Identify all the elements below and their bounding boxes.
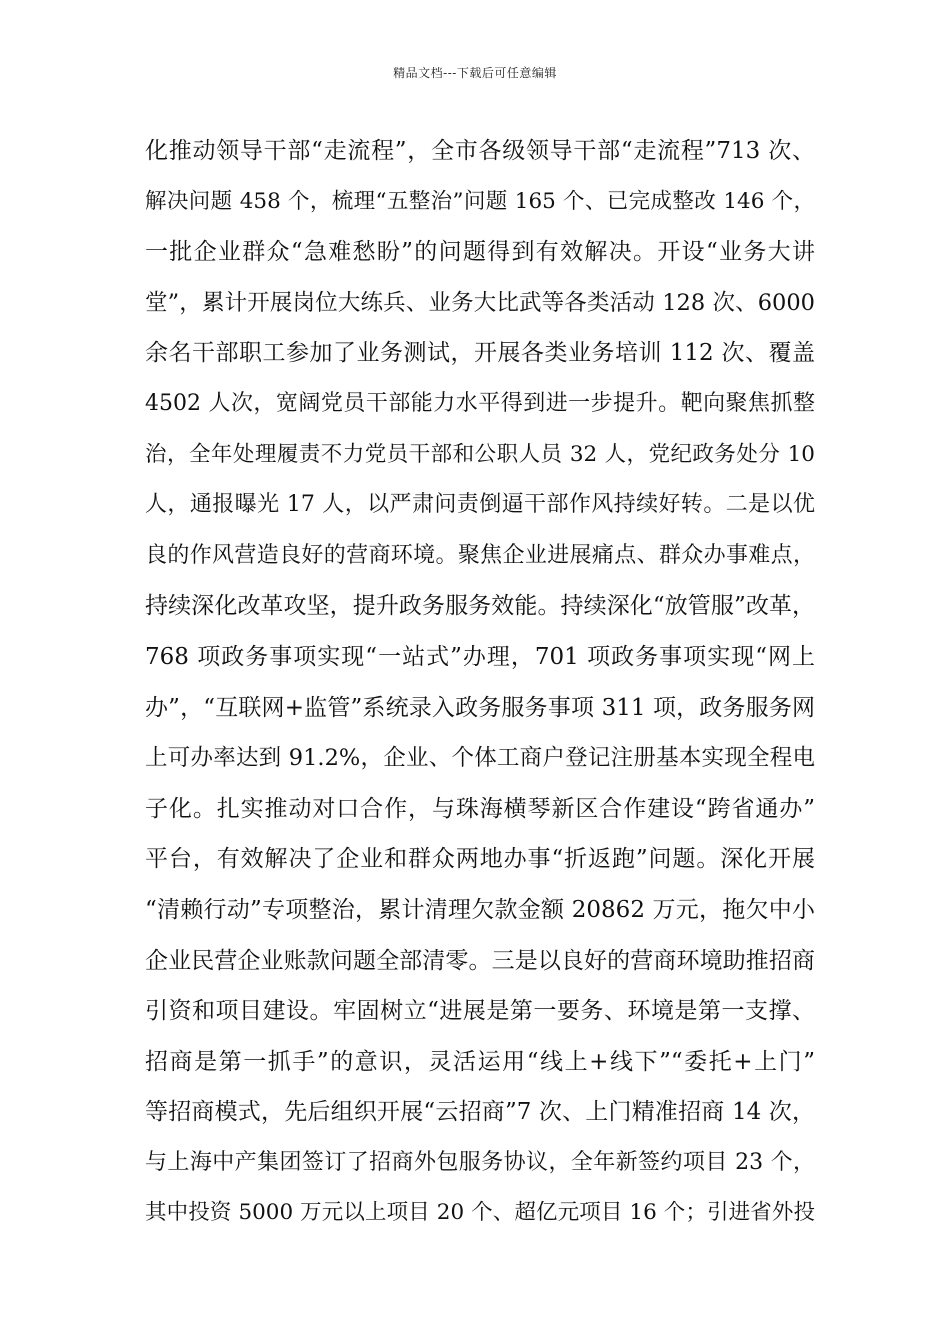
- text-line: 与上海中产集团签订了招商外包服务协议，全年新签约项目 23 个，: [145, 1149, 815, 1175]
- text-line: 治，全年处理履责不力党员干部和公职人员 32 人，党纪政务处分 10: [145, 441, 815, 467]
- text-line: 办”，“互联网+监管”系统录入政务服务事项 311 项，政务服务网: [145, 694, 815, 721]
- text-line: 引资和项目建设。牢固树立“进展是第一要务、环境是第一支撑、: [145, 998, 815, 1025]
- page-header: 精品文档---下载后可任意编辑: [393, 66, 557, 80]
- text-line: 堂”，累计开展岗位大练兵、业务大比武等各类活动 128 次、6000: [145, 289, 815, 316]
- text-line: 一批企业群众“急难愁盼”的问题得到有效解决。开设“业务大讲: [145, 239, 815, 266]
- text-line: 4502 人次，宽阔党员干部能力水平得到进一步提升。靶向聚焦抓整: [145, 390, 815, 416]
- text-line: 其中投资 5000 万元以上项目 20 个、超亿元项目 16 个；引进省外投: [145, 1200, 815, 1226]
- text-line: 人，通报曝光 17 人，以严肃问责倒逼干部作风持续好转。二是以优: [145, 492, 815, 518]
- text-line: 768 项政务事项实现“一站式”办理，701 项政务事项实现“网上: [145, 643, 815, 670]
- text-line: 上可办率达到 91.2%，企业、个体工商户登记注册基本实现全程电: [145, 745, 815, 772]
- body-text: [145, 132, 815, 1245]
- text-line: “清赖行动”专项整治，累计清理欠款金额 20862 万元，拖欠中小: [145, 896, 815, 923]
- text-line: 招商是第一抓手”的意识，灵活运用“线上+线下”“委托+上门”: [145, 1048, 815, 1075]
- text-line: 平台，有效解决了企业和群众两地办事“折返跑”问题。深化开展: [145, 846, 815, 873]
- text-line: 良的作风营造良好的营商环境。聚焦企业进展痛点、群众办事难点，: [145, 542, 815, 568]
- text-line: 化推动领导干部“走流程”，全市各级领导干部“走流程”713 次、: [145, 138, 815, 164]
- text-line: 企业民营企业账款问题全部清零。三是以良好的营商环境助推招商: [145, 947, 815, 974]
- text-line: 余名干部职工参加了业务测试，开展各类业务培训 112 次、覆盖: [145, 340, 815, 367]
- text-line: 持续深化改革攻坚，提升政务服务效能。持续深化“放管服”改革，: [145, 593, 815, 620]
- text-line: 等招商模式，先后组织开展“云招商”7 次、上门精准招商 14 次，: [145, 1099, 815, 1126]
- text-line: 子化。扎实推动对口合作，与珠海横琴新区合作建设“跨省通办”: [145, 795, 815, 822]
- text-line: 解决问题 458 个，梳理“五整治”问题 165 个、已完成整改 146 个，: [145, 188, 815, 214]
